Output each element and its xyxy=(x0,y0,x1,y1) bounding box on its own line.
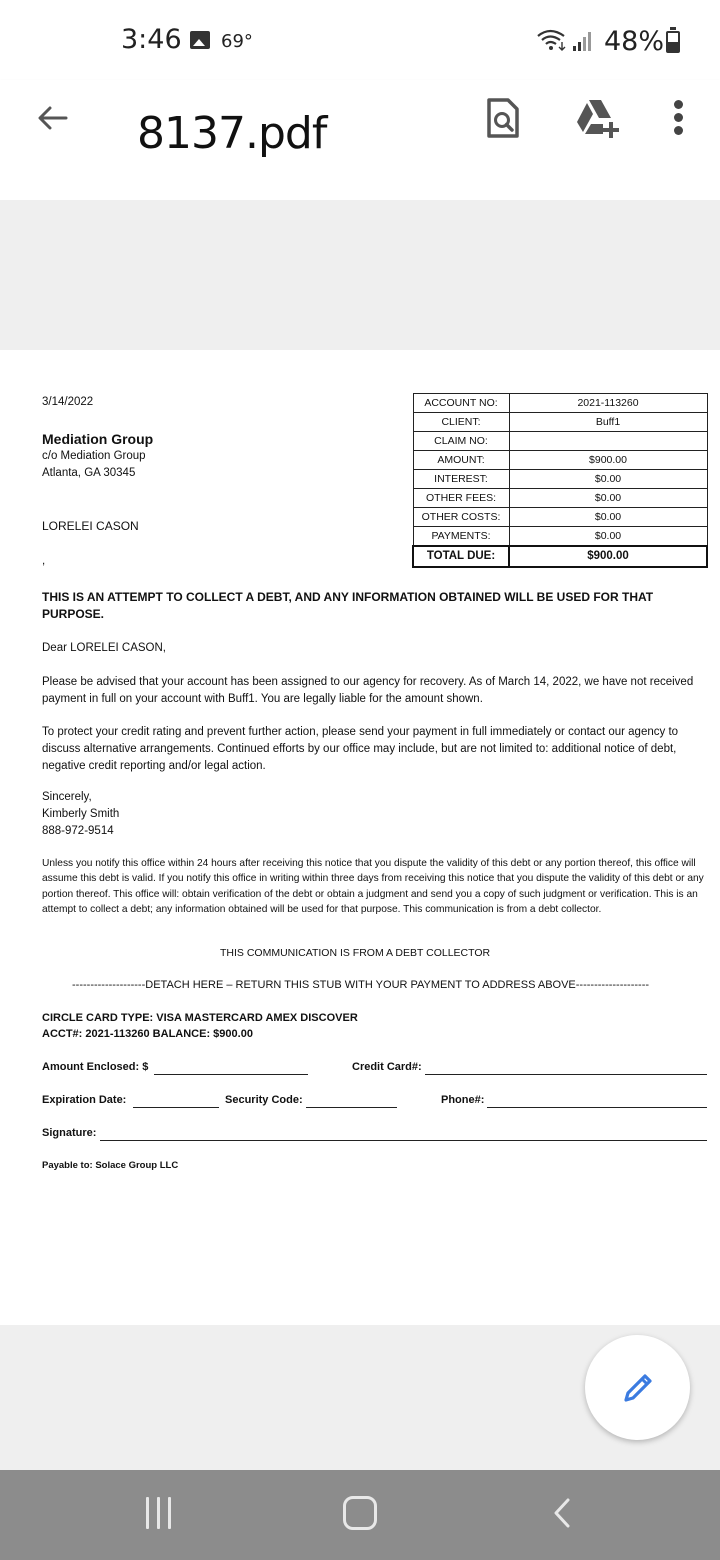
signal-icon xyxy=(572,30,596,52)
phone-label: Phone#: xyxy=(441,1094,485,1106)
card-type-line: CIRCLE CARD TYPE: VISA MASTERCARD AMEX DISCOVER xyxy=(42,1012,358,1024)
account-table-value: Buff1 xyxy=(509,413,707,432)
sender-address-line: Atlanta, GA 30345 xyxy=(42,467,136,479)
nav-back-button[interactable] xyxy=(550,1497,576,1529)
paragraph-2: To protect your credit rating and prevent further action, please send your payment in full immediately or contact our agency to discuss alternative arrangements. Continued efforts by our office may include, but are not limited to: additional notice of debt, negative credit reporting and/or legal action. xyxy=(42,726,679,772)
account-table-row xyxy=(413,470,707,489)
account-table-value: $0.00 xyxy=(509,508,707,527)
file-title: 8137.pdf xyxy=(137,108,327,159)
account-table-label: PAYMENTS: xyxy=(413,527,509,546)
more-vert-icon xyxy=(674,100,683,109)
status-time: 3:46 xyxy=(121,24,182,55)
nav-back-icon xyxy=(550,1497,576,1529)
security-code-label: Security Code: xyxy=(225,1094,303,1106)
add-to-drive-button[interactable] xyxy=(575,98,621,138)
sender-address-line: c/o Mediation Group xyxy=(42,450,146,462)
edit-button[interactable] xyxy=(585,1335,690,1440)
letter-date: 3/14/2022 xyxy=(42,396,94,408)
phone-field[interactable] xyxy=(487,1096,707,1108)
account-table-label: OTHER COSTS: xyxy=(413,508,509,527)
acct-balance-line: ACCT#: 2021-113260 BALANCE: $900.00 xyxy=(42,1028,253,1040)
edit-pencil-icon xyxy=(620,1370,656,1406)
account-table-row xyxy=(413,394,707,413)
pdf-page[interactable] xyxy=(0,350,720,1325)
battery-percent: 48% xyxy=(604,26,665,57)
account-table-value xyxy=(509,432,707,451)
total-due-label: TOTAL DUE: xyxy=(413,546,509,567)
account-table-row xyxy=(413,413,707,432)
drive-add-icon xyxy=(575,98,621,138)
closing: Sincerely, xyxy=(42,791,92,803)
signature-field[interactable] xyxy=(100,1129,707,1141)
account-table-value: $0.00 xyxy=(509,489,707,508)
status-bar xyxy=(0,0,720,80)
back-button[interactable] xyxy=(30,98,74,142)
home-button[interactable] xyxy=(343,1496,377,1530)
more-options-button[interactable] xyxy=(670,100,688,136)
payable-to: Payable to: Solace Group LLC xyxy=(42,1160,179,1171)
security-code-field[interactable] xyxy=(306,1096,397,1108)
search-document-icon xyxy=(484,96,522,140)
paragraph-1: Please be advised that your account has been assigned to our agency for recovery. As of March 14, 2022, we have not received payment in full on your account with Buff1. You are legally liable for the amount shown. xyxy=(42,676,694,705)
recipient-name: LORELEI CASON xyxy=(42,519,139,533)
account-table-row xyxy=(413,432,707,451)
wifi-icon xyxy=(536,28,568,52)
status-temperature: 69° xyxy=(221,31,253,52)
account-table-value: $0.00 xyxy=(509,527,707,546)
debt-collector-notice: THIS COMMUNICATION IS FROM A DEBT COLLECTOR xyxy=(220,947,491,959)
account-table-row xyxy=(413,508,707,527)
total-due-row xyxy=(413,546,707,567)
total-due-value: $900.00 xyxy=(509,546,707,567)
gallery-icon xyxy=(190,31,210,49)
signer-phone: 888-972-9514 xyxy=(42,825,114,837)
account-table-label: AMOUNT: xyxy=(413,451,509,470)
account-table-label: ACCOUNT NO: xyxy=(413,394,509,413)
debt-warning: THIS IS AN ATTEMPT TO COLLECT A DEBT, AND ANY INFORMATION OBTAINED WILL BE USED FOR THAT PURPOSE. xyxy=(42,590,654,621)
account-table-label: CLIENT: xyxy=(413,413,509,432)
credit-card-label: Credit Card#: xyxy=(352,1061,422,1073)
salutation: Dear LORELEI CASON, xyxy=(42,642,166,654)
find-in-document-button[interactable] xyxy=(484,96,522,140)
account-table-row xyxy=(413,527,707,546)
credit-card-field[interactable] xyxy=(425,1063,707,1075)
account-table-value: $0.00 xyxy=(509,470,707,489)
validation-notice: Unless you notify this office within 24 hours after receiving this notice that you dispute the validity of this debt or any portion thereof, this office will assume this debt is valid. If you notify this office in writing within three days from receiving this notice that you dispute the validity of this debt or any portion thereof. This office will: obtain verification of the debt or obtain a judgment and send you a copy of such judgment or verification. This is an attempt to collect a debt; any information obtained will be used for that purpose. This communication is from a debt collector. xyxy=(42,858,704,915)
account-summary-table xyxy=(412,393,708,568)
recipient-address: , xyxy=(42,555,46,567)
account-table-label: CLAIM NO: xyxy=(413,432,509,451)
recents-button[interactable] xyxy=(143,1497,175,1529)
app-bar xyxy=(0,80,720,200)
expiration-date-label: Expiration Date: xyxy=(42,1094,127,1106)
back-arrow-icon xyxy=(30,98,74,142)
account-table-row xyxy=(413,489,707,508)
account-table-value: 2021-113260 xyxy=(509,394,707,413)
system-nav-bar xyxy=(0,1470,720,1560)
amount-enclosed-label: Amount Enclosed: $ xyxy=(42,1061,149,1073)
amount-enclosed-field[interactable] xyxy=(154,1063,308,1075)
account-table-label: INTEREST: xyxy=(413,470,509,489)
sender-name: Mediation Group xyxy=(42,431,154,447)
signer-name: Kimberly Smith xyxy=(42,808,120,820)
signature-label: Signature: xyxy=(42,1127,97,1139)
account-table-value: $900.00 xyxy=(509,451,707,470)
account-table-label: OTHER FEES: xyxy=(413,489,509,508)
detach-line: --------------------DETACH HERE – RETURN THIS STUB WITH YOUR PAYMENT TO ADDRESS ABOVE-------------------- xyxy=(72,979,650,991)
battery-icon xyxy=(666,31,680,53)
expiration-date-field[interactable] xyxy=(133,1096,219,1108)
account-table-row xyxy=(413,451,707,470)
